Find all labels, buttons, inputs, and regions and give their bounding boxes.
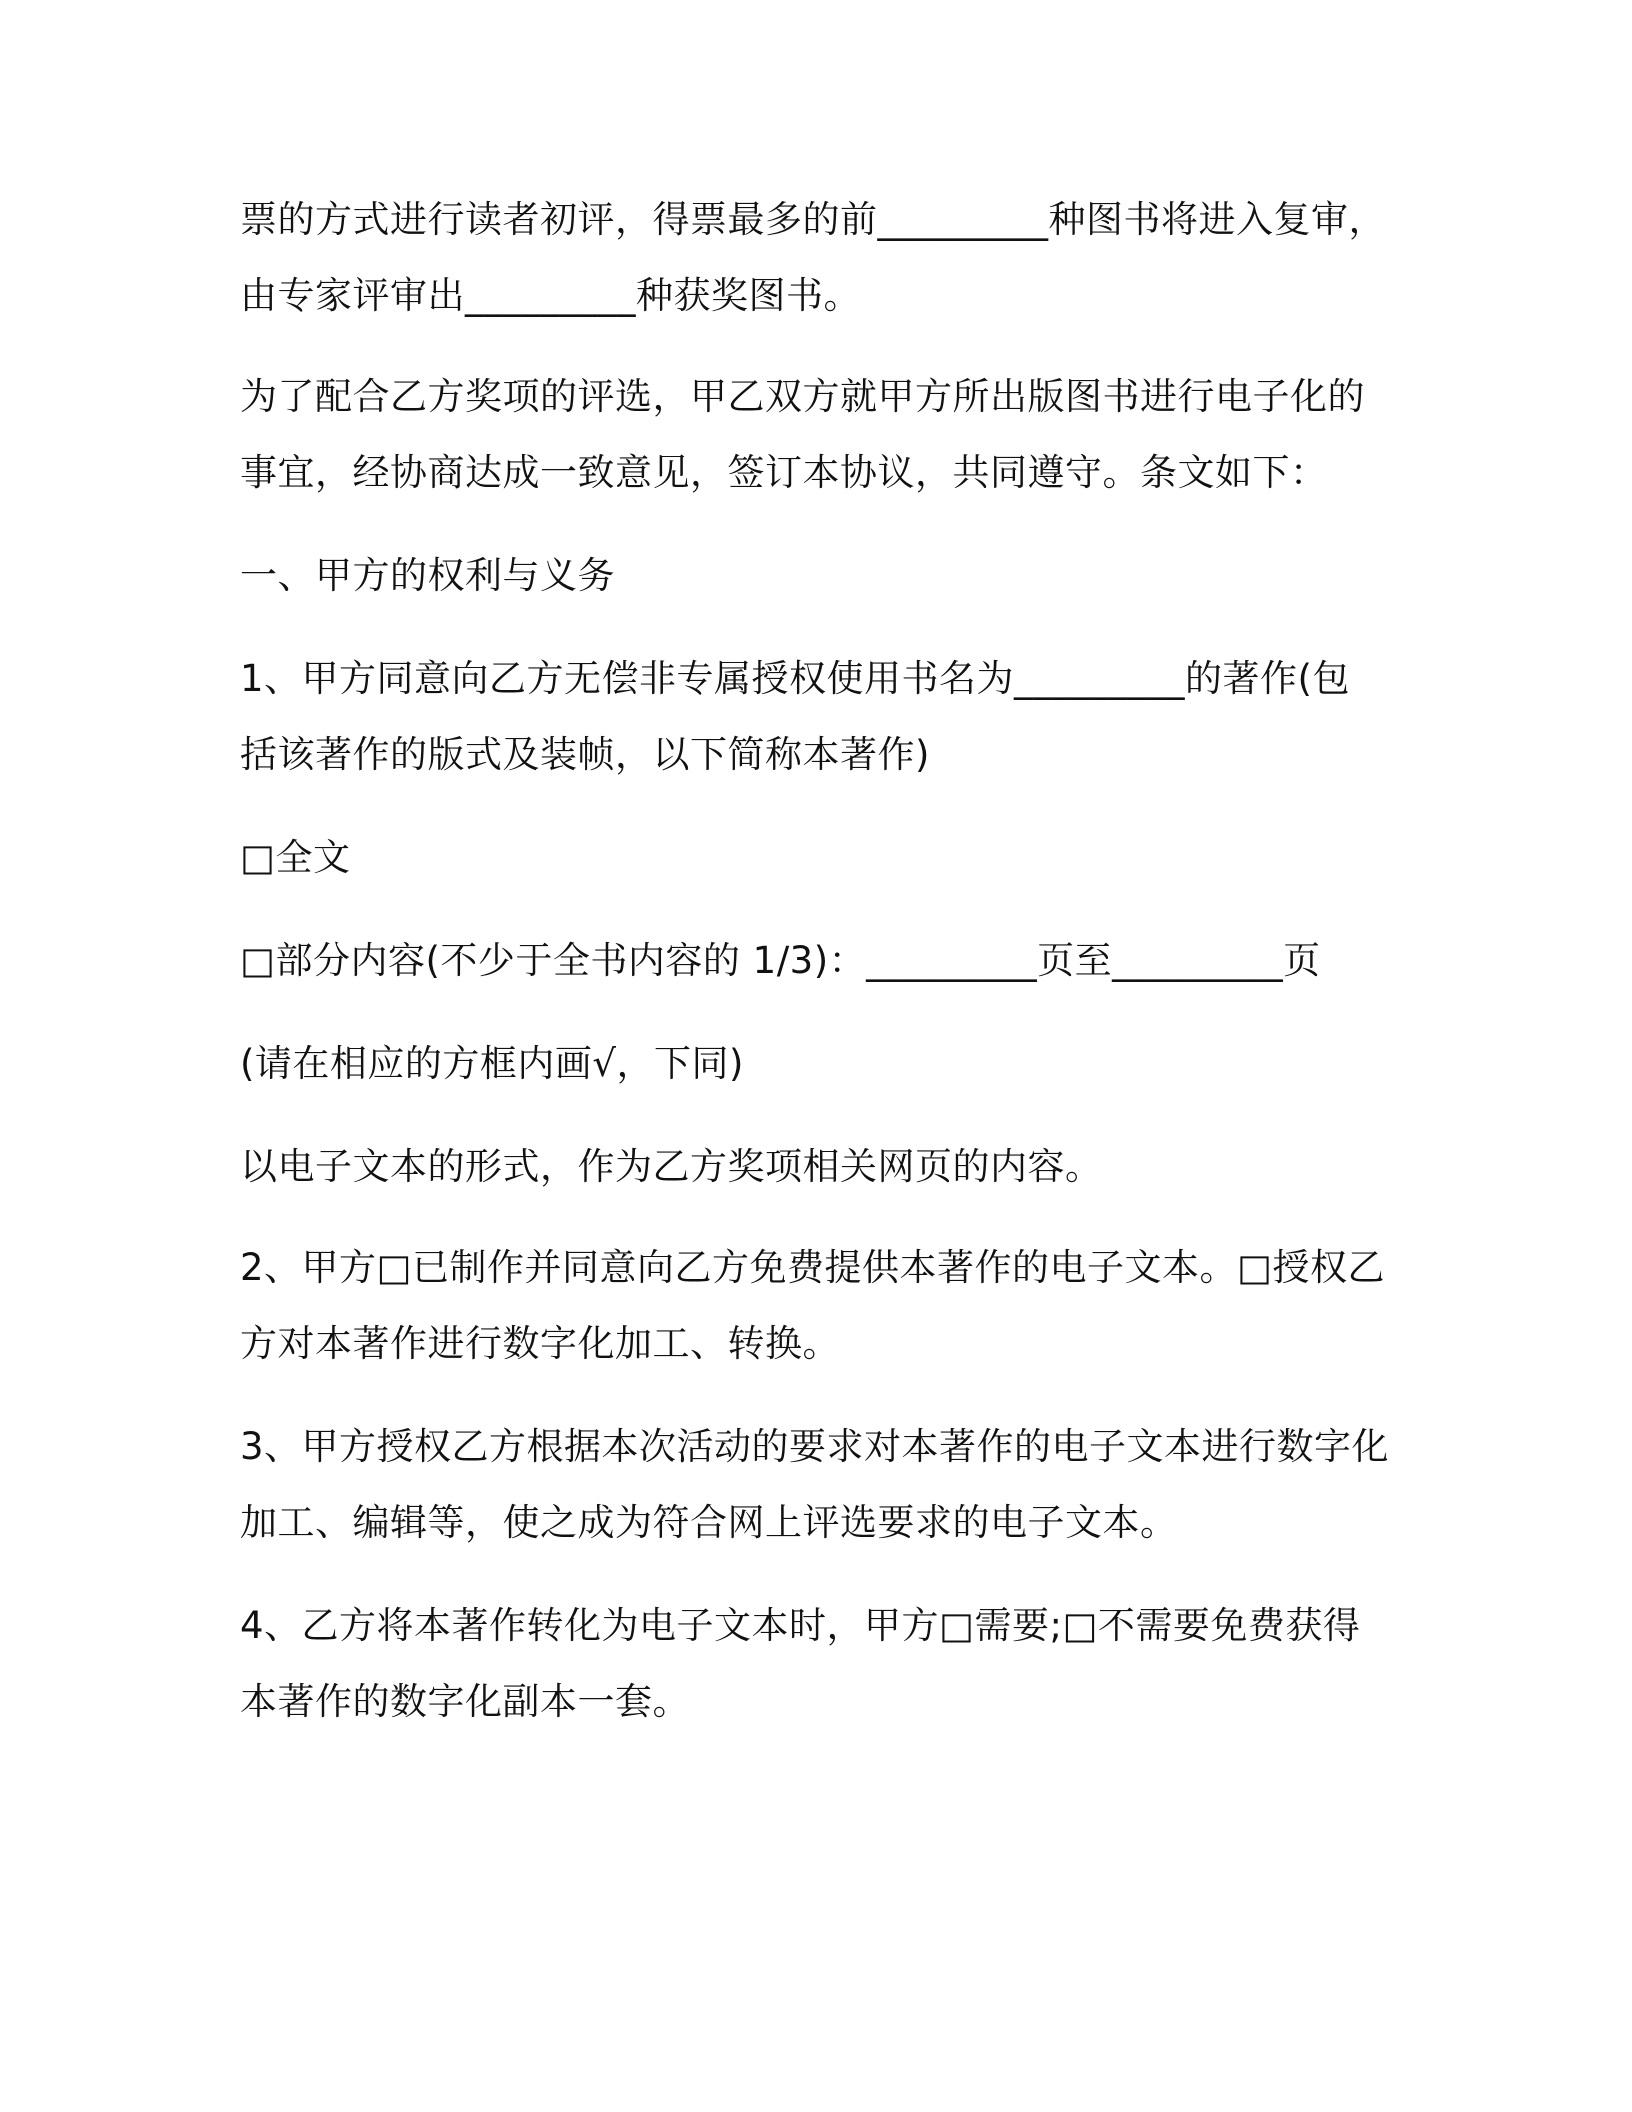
text-line: 2、甲方□已制作并同意向乙方免费提供本著作的电子文本。□授权乙: [240, 1246, 1385, 1289]
text-line: 括该著作的版式及装帧，以下简称本著作): [240, 733, 930, 776]
text-line: 为了配合乙方奖项的评选，甲乙双方就甲方所出版图书进行电子化的: [240, 375, 1365, 418]
text-line: 4、乙方将本著作转化为电子文本时，甲方□需要;□不需要免费获得: [240, 1604, 1361, 1647]
text-line: 方对本著作进行数字化加工、转换。: [240, 1322, 840, 1365]
text-line: 以电子文本的形式，作为乙方奖项相关网页的内容。: [240, 1145, 1103, 1188]
text-line: 事宜，经协商达成一致意见，签订本协议，共同遵守。条文如下：: [240, 451, 1328, 494]
checkbox-option-partial-content: □部分内容(不少于全书内容的 1/3)：_________页至_________页: [240, 939, 1321, 982]
text-line: 3、甲方授权乙方根据本次活动的要求对本著作的电子文本进行数字化: [240, 1425, 1390, 1468]
checkbox-option-full-text: □全文: [240, 836, 351, 879]
section-heading: 一、甲方的权利与义务: [240, 554, 615, 597]
text-line: (请在相应的方框内画√，下同): [240, 1042, 744, 1085]
text-line: 本著作的数字化副本一套。: [240, 1680, 690, 1723]
text-line: 由专家评审出_________种获奖图书。: [240, 274, 861, 317]
text-line: 1、甲方同意向乙方无偿非专属授权使用书名为_________的著作(包: [240, 657, 1350, 700]
text-line: 票的方式进行读者初评，得票最多的前_________种图书将进入复审，: [240, 198, 1386, 241]
text-line: 加工、编辑等，使之成为符合网上评选要求的电子文本。: [240, 1501, 1178, 1544]
